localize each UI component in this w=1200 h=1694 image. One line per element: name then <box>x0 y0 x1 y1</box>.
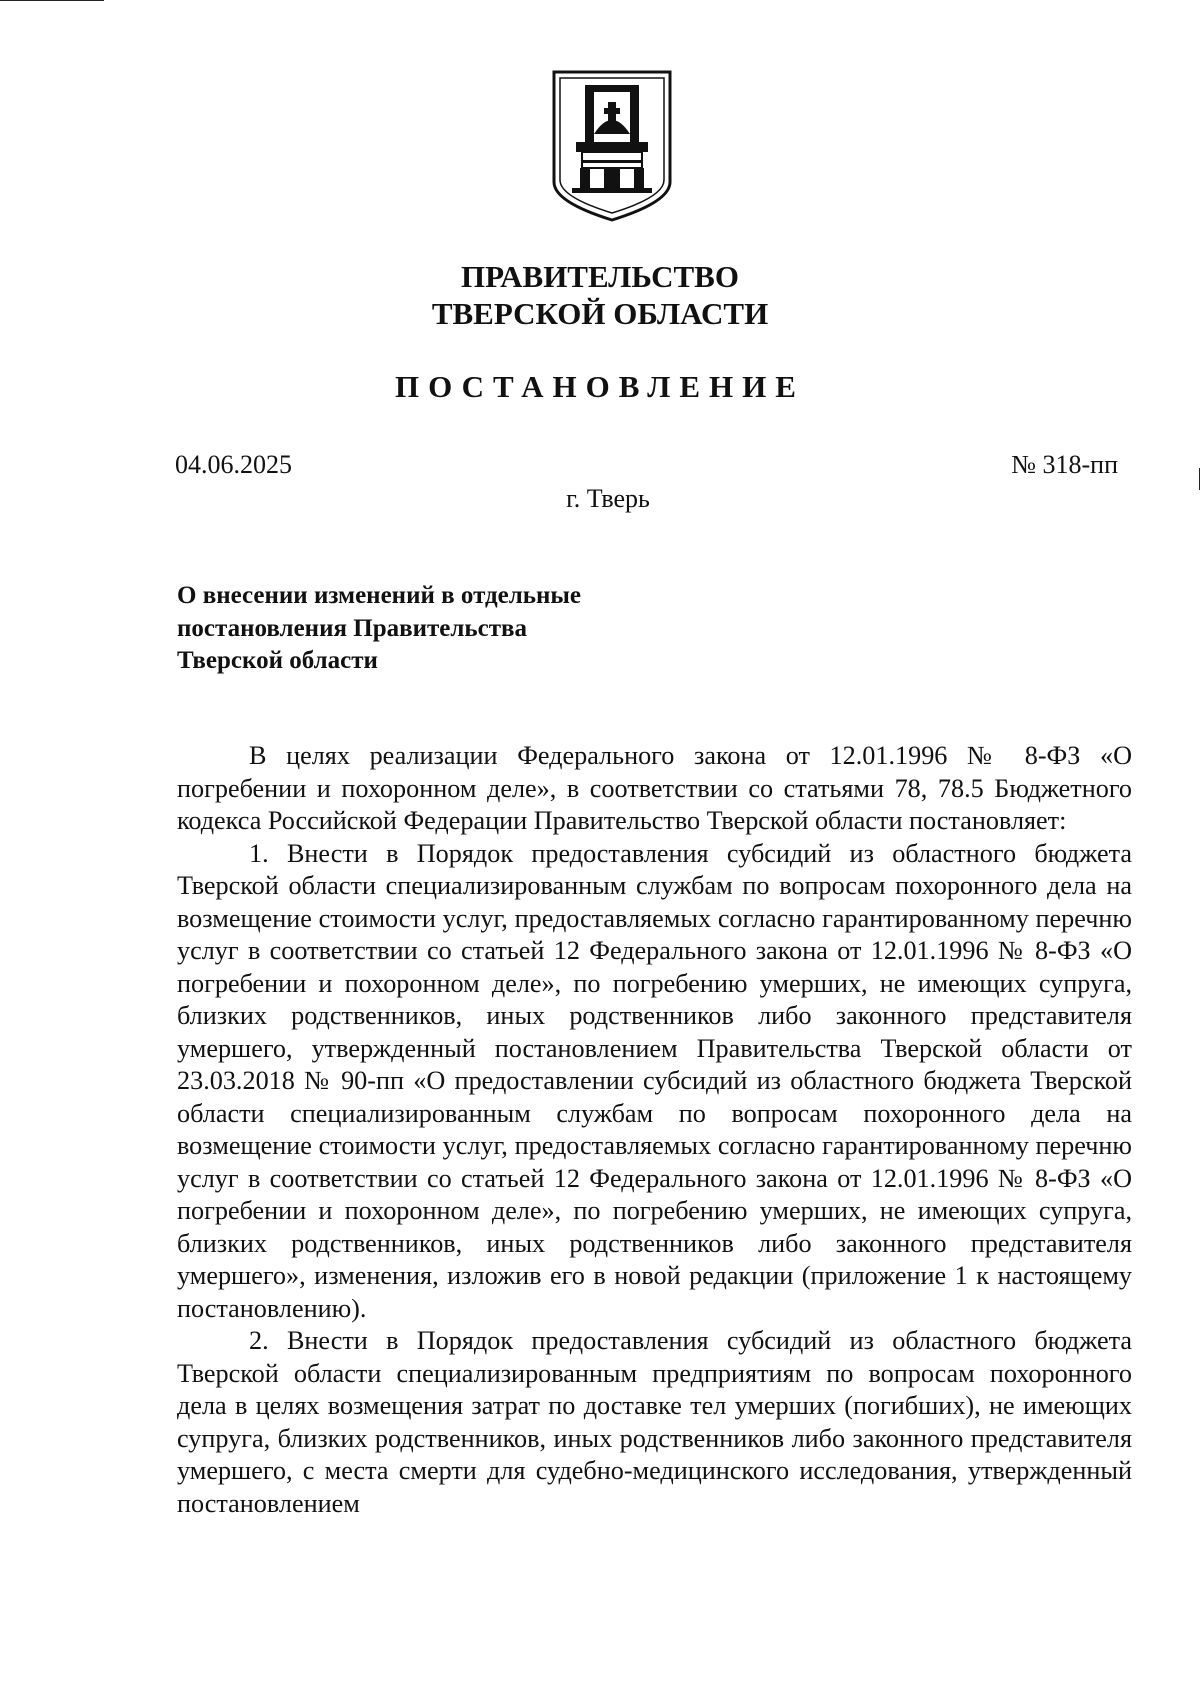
document-number: № 318-пп <box>1011 450 1118 479</box>
body-paragraph-item2: 2. Внести в Порядок предоставления субсидий из областного бюджета Тверской области специализированным предприятиям по вопросам похоронного дела в целях возмещения затрат по доставке тел умерших (погибших), не имеющих супруга, близких родственников, иных родственников либо законного представителя умершего, с места смерти для судебно-медицинского исследования, утвержденный постановлением <box>177 1326 1132 1518</box>
document-subject <box>177 580 777 678</box>
government-name-line1: ПРАВИТЕЛЬСТВО <box>461 259 739 294</box>
body-paragraph-item1: 1. Внести в Порядок предоставления субсидий из областного бюджета Тверской области специализированным службам по вопросам похоронного дела на возмещение стоимости услуг, предоставляемых согласно гарантированному перечню услуг в соответствии со статьей 12 Федерального закона от 12.01.1996 № 8-ФЗ «О погребении и похоронном деле», по погребению умерших, не имеющих супруга, близких родственников, иных родственников либо законного представителя умершего, утвержденный постановлением Правительства Тверской области от 23.03.2018 № 90-пп «О предоставлении субсидий из областного бюджета Тверской области специализированным службам по вопросам похоронного дела на возмещение стоимости услуг, предоставляемых согласно гарантированному перечню услуг в соответствии со статьей 12 Федерального закона от 12.01.1996 № 8-ФЗ «О погребении и похоронном деле», по погребению умерших, не имеющих супруга, близких родственников, иных родственников либо законного представителя умершего», изменения, изложив его в новой редакции (приложение 1 к настоящему постановлению). <box>177 838 1132 1323</box>
scan-edge-line <box>0 0 104 1</box>
document-date: 04.06.2025 <box>175 450 292 479</box>
tver-coat-of-arms-icon <box>550 70 674 222</box>
body-paragraph-intro: В целях реализации Федерального закона от 12.01.1996 № 8-ФЗ «О погребении и похоронном деле», в соответствии со статьями 78, 78.5 Бюджетного кодекса Российской Федерации Правительство Тверской области постановляет: <box>177 741 1132 835</box>
subject-line: Тверской области <box>177 647 378 674</box>
subject-line: О внесении изменений в отдельные <box>177 582 582 609</box>
document-body <box>177 740 1132 1520</box>
document-type-title: ПОСТАНОВЛЕНИЕ <box>395 369 805 404</box>
government-name-line2: ТВЕРСКОЙ ОБЛАСТИ <box>431 296 769 331</box>
document-city: г. Тверь <box>566 484 650 513</box>
subject-line: постановления Правительства <box>177 614 527 642</box>
